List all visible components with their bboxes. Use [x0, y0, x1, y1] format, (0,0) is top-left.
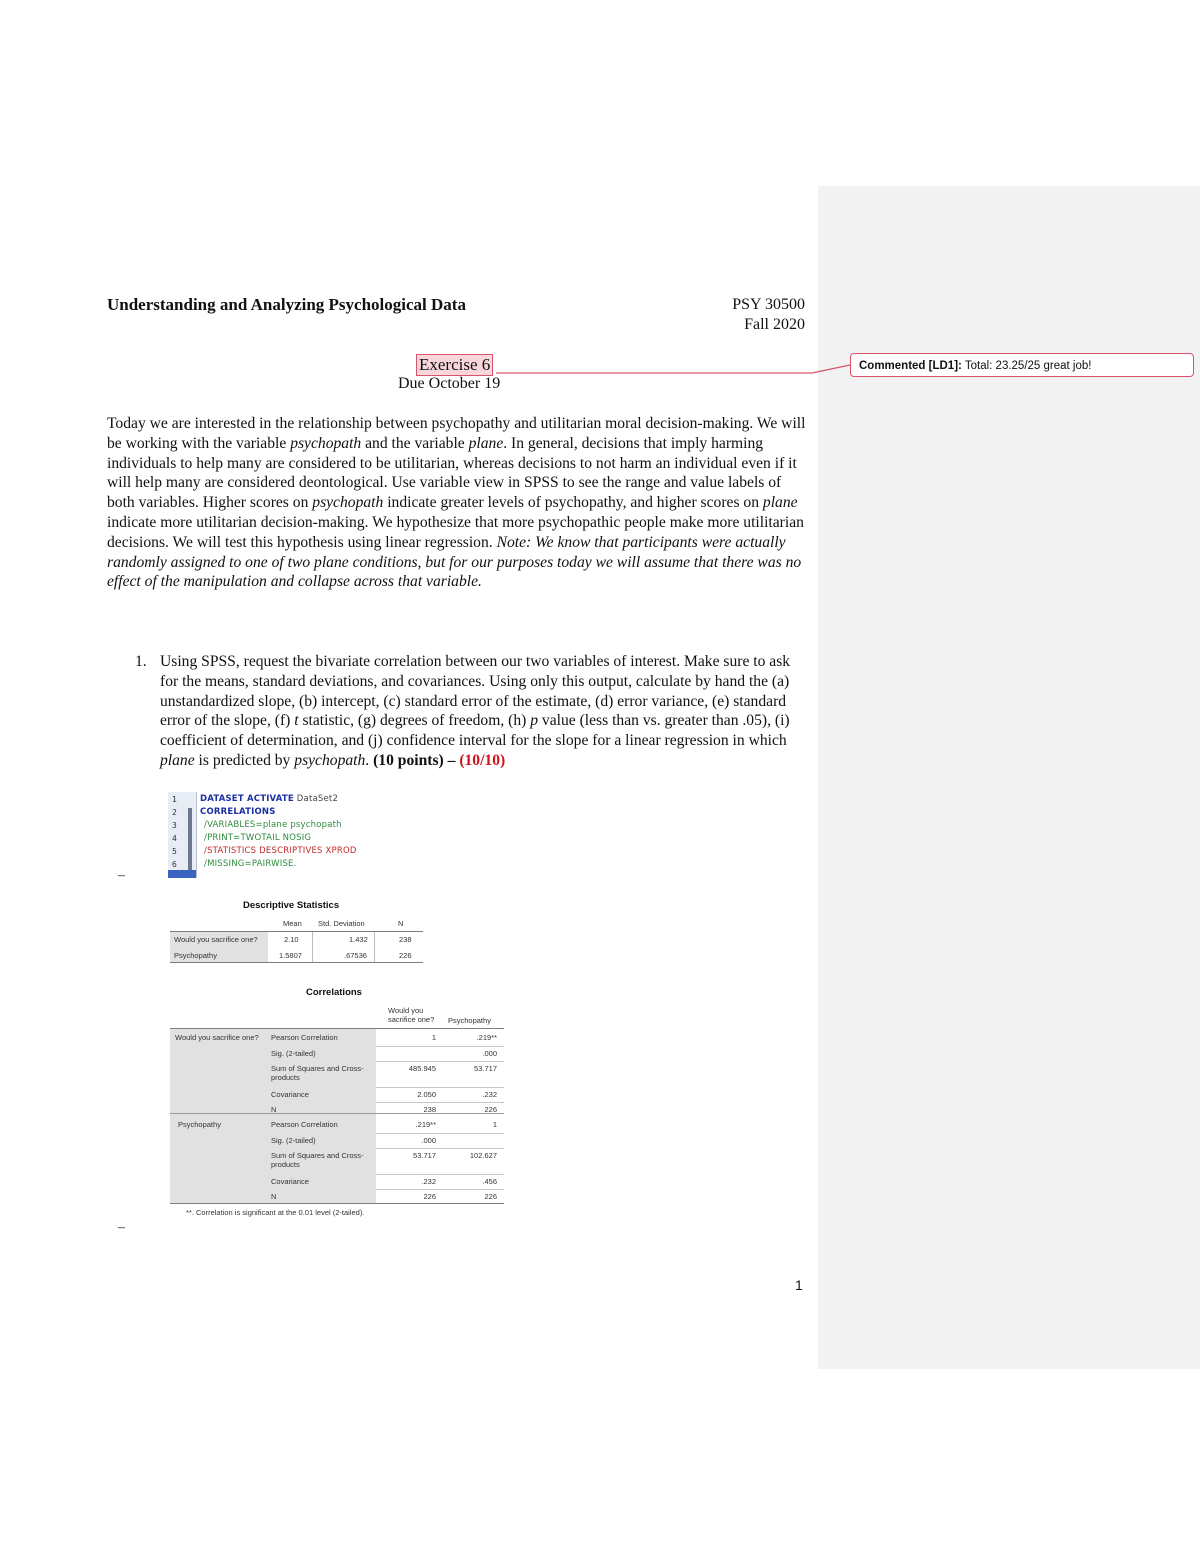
cell-value: 1.432 — [349, 935, 368, 944]
cell-value: 226 — [484, 1192, 497, 1201]
cell-value: 238 — [423, 1105, 436, 1114]
cell-value: .232 — [482, 1090, 497, 1099]
comment-text: Total: 23.25/25 great job! — [961, 360, 1092, 372]
row-label: Psychopathy — [174, 951, 217, 960]
cell-value: .219** — [476, 1033, 497, 1042]
syntax-line: CORRELATIONS — [200, 807, 276, 817]
dash-mark: – — [118, 868, 125, 883]
score-label: (10/10) — [459, 751, 506, 769]
points-label: (10 points) — [373, 751, 444, 769]
variable-label: Would you sacrifice one? — [175, 1033, 259, 1042]
intro-paragraph: Today we are interested in the relationship between psychopathy and utilitarian moral decision-making. We will be working with the variable psychopath and the variable plane. In general, decisions that imply harming individuals to help many are considered to be utilitarian, whereas decisions to not harm an individual even if it will help many are considered deontological. Use variable view in SPSS to see the range and value labels of both variables. Higher scores on psychopath indicate greater levels of psychopathy, and higher scores on plane indicate more utilitarian decision-making. We hypothesize that more psychopathic people make more utilitarian decisions. We will test this hypothesis using linear regression. Note: We know that participants were actually randomly assigned to one of two plane conditions, but for our purposes today we will assume that there was no effect of the manipulation and collapse across that variable. — [107, 415, 806, 591]
stat-label: Covariance — [271, 1177, 309, 1186]
cell-value: .219** — [415, 1120, 436, 1129]
cell-value: 1 — [492, 1120, 497, 1129]
dash-mark: – — [118, 1220, 125, 1235]
row-label: Would you sacrifice one? — [174, 935, 258, 944]
cell-value: 2.10 — [284, 935, 299, 944]
variable-label: Psychopathy — [178, 1120, 221, 1129]
stat-label: Sig. (2-tailed) — [271, 1136, 316, 1145]
correlations-title: Correlations — [306, 987, 362, 998]
cell-value: 226 — [484, 1105, 497, 1114]
due-date: Due October 19 — [398, 375, 501, 392]
cell-value: 53.717 — [413, 1151, 436, 1160]
syntax-line: /MISSING=PAIRWISE. — [204, 859, 297, 869]
cell-value: .000 — [482, 1049, 497, 1058]
cell-value: 485.945 — [408, 1064, 436, 1073]
cell-value: 1 — [431, 1033, 436, 1042]
exercise-title[interactable]: Exercise 6 — [416, 354, 493, 376]
cell-value: 226 — [399, 951, 412, 960]
stat-label: Covariance — [271, 1090, 309, 1099]
stat-label: Pearson Correlation — [271, 1033, 338, 1042]
column-header: Mean — [283, 919, 302, 928]
cell-value: 226 — [423, 1192, 436, 1201]
cell-value: 1.5807 — [279, 951, 302, 960]
comment-author: Commented [LD1]: — [859, 360, 962, 372]
cell-value: .456 — [482, 1177, 497, 1186]
syntax-line: /PRINT=TWOTAIL NOSIG — [204, 833, 312, 843]
question-1-text: Using SPSS, request the bivariate correlation between our two variables of interest. Make sure to ask for the means, standard deviations, and covariances. Using only this output, calculate by hand the (a) unstandardized slope, (b) intercept, (c) standard error of the estimate, (d) error variance, (e) standard error of the slope, (f) t statistic, (g) degrees of freedom, (h) p value (less than vs. greater than .05), (i) coefficient of determination, and (j) confidence interval for the slope for a linear regression in which plane is predicted by psychopath. (10 points) – (10/10) — [160, 653, 791, 769]
comment-balloon[interactable] — [850, 353, 1194, 377]
column-header: N — [398, 919, 404, 928]
cell-value: 2.050 — [417, 1090, 436, 1099]
stat-label: Sig. (2-tailed) — [271, 1049, 316, 1058]
column-header: Would you sacrifice one? — [388, 1006, 435, 1024]
syntax-line: /STATISTICS DESCRIPTIVES XPROD — [204, 846, 357, 856]
cell-value: .67536 — [344, 951, 367, 960]
course-title: Understanding and Analyzing Psychological Data — [107, 295, 466, 314]
stat-label: N — [271, 1105, 277, 1114]
column-header: Std. Deviation — [318, 919, 365, 928]
table-footnote: **. Correlation is significant at the 0.01 level (2-tailed). — [186, 1208, 365, 1217]
cell-value: .000 — [421, 1136, 436, 1145]
page-number: 1 — [795, 1277, 803, 1293]
stat-label: N — [271, 1192, 277, 1201]
term: Fall 2020 — [744, 316, 805, 333]
stat-label: Pearson Correlation — [271, 1120, 338, 1129]
cell-value: .232 — [421, 1177, 436, 1186]
cell-value: 238 — [399, 935, 412, 944]
course-code: PSY 30500 — [732, 296, 805, 313]
list-number: 1. — [135, 653, 147, 670]
stat-label: Sum of Squares and Cross-products — [271, 1064, 364, 1082]
syntax-line: DATASET ACTIVATE DataSet2 — [200, 794, 339, 804]
stat-label: Sum of Squares and Cross-products — [271, 1151, 364, 1169]
syntax-gutter: 1 2 3 4 5 6 — [168, 792, 197, 878]
syntax-line: /VARIABLES=plane psychopath — [204, 820, 342, 830]
column-header: Psychopathy — [448, 1016, 491, 1025]
cell-value: 53.717 — [474, 1064, 497, 1073]
descriptive-stats-title: Descriptive Statistics — [243, 900, 340, 911]
cell-value: 102.627 — [469, 1151, 497, 1160]
